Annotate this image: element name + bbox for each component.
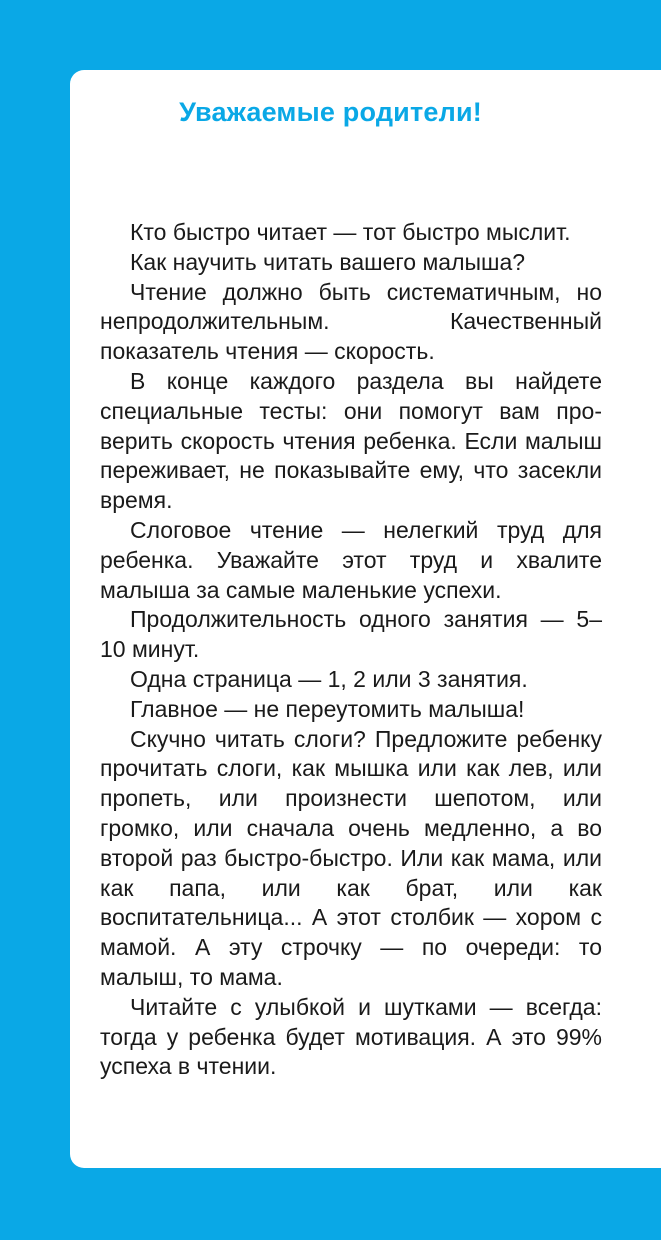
- page-title: Уважаемые родители!: [179, 97, 482, 127]
- body-text: [100, 218, 602, 1082]
- paragraph-9: Скучно читать слоги? Предложите ребенку прочитать слоги, как мышка или как лев, или пропеть, или произнести шепотом, или громко, или сначала очень медленно, а во второй раз быстро-быстро. Или как мама, или как папа, или как брат, или как воспитательница... А этот столбик — хором с мамой. А эту строчку — по очереди: то малыш, то мама.: [100, 725, 602, 990]
- paragraph-4: В конце каждого раздела вы найдете специальные тесты: они помогут вам проверить скорость чтения ребенка. Если малыш переживает, не показывайте ему, что засекли время.: [100, 367, 602, 514]
- paragraph-10: Читайте с улыбкой и шутками — всегда: тогда у ребенка будет мотивация. А это 99% успеха в чтении.: [100, 993, 602, 1080]
- paragraph-6: Продолжительность одного занятия — 5–10 минут.: [100, 606, 602, 663]
- paragraph-8: Главное — не переутомить малыша!: [130, 695, 525, 722]
- paragraph-2: Как научить читать вашего малыша?: [130, 248, 526, 275]
- paragraph-1: Кто быстро читает — тот быстро мыслит.: [130, 219, 571, 245]
- paragraph-5: Слоговое чтение — нелегкий труд для ребенка. Уважайте этот труд и хвалите малыша за самые маленькие успехи.: [100, 516, 602, 603]
- paragraph-3: Чтение должно быть систематичным, но непродолжительным. Качественный показатель чтения — скорость.: [100, 278, 602, 365]
- paragraph-7: Одна страница — 1, 2 или 3 занятия.: [130, 665, 528, 692]
